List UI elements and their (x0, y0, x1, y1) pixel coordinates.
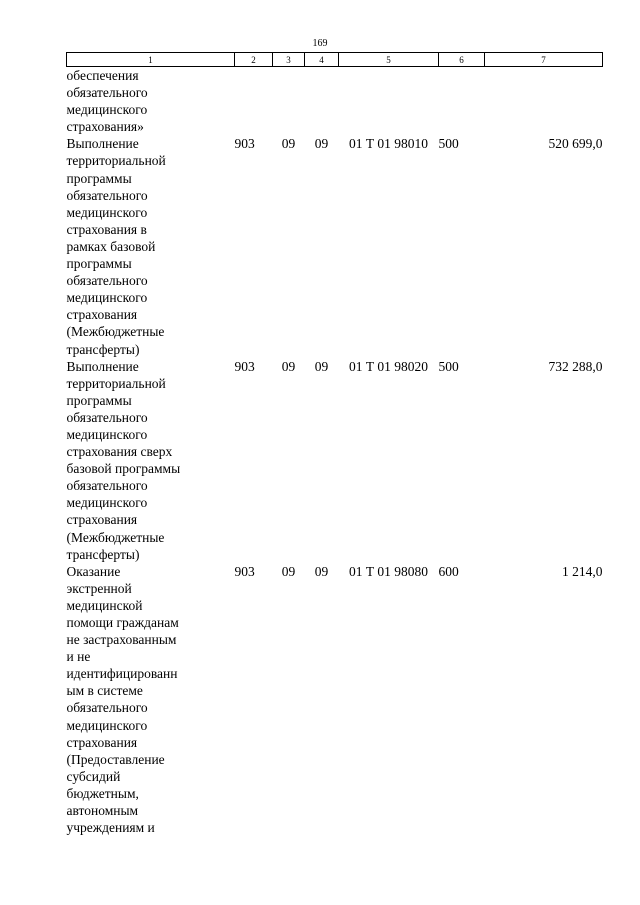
column-header-5: 5 (339, 53, 439, 67)
section-code: 09 (281, 358, 296, 374)
expense-name-line: территориальной (66, 153, 166, 169)
expense-name-line: не застрахованным (66, 632, 177, 648)
expense-name-line: обязательного (66, 187, 148, 203)
expense-type-code: 500 (438, 358, 459, 374)
subsection-code: 09 (314, 563, 329, 579)
column-header-4: 4 (305, 53, 339, 67)
expense-name-line: (Межбюджетные (66, 324, 165, 340)
expense-name-line: медицинского (66, 717, 148, 733)
expense-name-line: территориальной (66, 375, 166, 391)
expense-name (67, 67, 235, 136)
amount: 732 288,0 (548, 358, 603, 374)
expense-name (67, 358, 235, 563)
amount (485, 67, 603, 136)
section-code: 09 (281, 563, 296, 579)
target-article-code: 01 Т 01 98020 (348, 358, 429, 374)
expense-name-line: идентифицированн (66, 666, 178, 682)
section-code: 09 (281, 136, 296, 152)
ministry-code: 903 (234, 358, 255, 374)
expense-name-line: медицинского (66, 426, 148, 442)
expense-name-line: обязательного (66, 478, 148, 494)
ministry-code: 903 (234, 136, 255, 152)
expense-name-line: Выполнение (66, 358, 139, 374)
subsection-code: 09 (314, 136, 329, 152)
expense-name-line: (Предоставление (66, 751, 165, 767)
expense-name-line: и не (66, 649, 91, 665)
expense-name-line: обеспечения (66, 68, 139, 83)
column-number-header (67, 53, 603, 67)
expense-name-line: субсидий (66, 768, 121, 784)
column-header-2: 2 (235, 53, 273, 67)
expense-name-line: обязательного (66, 700, 148, 716)
expense-name-line: страхования в (66, 221, 147, 237)
expense-name-line: трансферты) (66, 546, 140, 562)
table-row (67, 135, 603, 357)
column-header-3: 3 (273, 53, 305, 67)
expense-type-code: 500 (438, 136, 459, 152)
amount: 1 214,0 (562, 563, 603, 579)
table-row (67, 563, 603, 837)
expense-name-line: медицинского (66, 495, 148, 511)
expense-name-line: (Межбюджетные (66, 529, 165, 545)
expense-name-line: ым в системе (66, 683, 143, 699)
expense-name (67, 563, 235, 837)
column-header-7: 7 (485, 53, 603, 67)
expense-name-line: Выполнение (66, 136, 139, 152)
expense-name-line: трансферты) (66, 341, 140, 357)
expense-name-line: бюджетным, (66, 785, 139, 801)
expense-name (67, 135, 235, 357)
expense-name-line: медицинского (66, 290, 148, 306)
expense-name-line: страхования сверх (66, 444, 173, 460)
expense-name-line: программы (66, 256, 132, 272)
expense-type-code: 600 (438, 563, 459, 579)
expense-name-line: программы (66, 392, 132, 408)
expense-name-line: программы (66, 170, 132, 186)
expense-name-line: обязательного (66, 85, 148, 101)
ministry-code (235, 67, 273, 136)
expense-name-line: Оказание (66, 563, 121, 579)
expense-name-line: страхования (66, 734, 138, 750)
expense-name-line: обязательного (66, 409, 148, 425)
target-article-code: 01 Т 01 98010 (348, 136, 429, 152)
target-article-code: 01 Т 01 98080 (348, 563, 429, 579)
expense-name-line: страхования» (66, 119, 144, 135)
subsection-code (305, 67, 339, 136)
table-row (67, 67, 603, 136)
subsection-code: 09 (314, 358, 329, 374)
expense-name-line: экстренной (66, 580, 132, 596)
expense-type-code (439, 67, 485, 136)
expense-name-line: рамках базовой (66, 238, 156, 254)
expense-name-line: медицинского (66, 102, 148, 118)
budget-table (66, 52, 603, 836)
expense-name-line: автономным (66, 803, 139, 819)
target-article-code (339, 67, 439, 136)
page-number: 169 (312, 38, 328, 49)
amount: 520 699,0 (548, 136, 603, 152)
expense-name-line: медицинского (66, 204, 148, 220)
expense-name-line: страхования (66, 307, 138, 323)
expense-name-line: страхования (66, 512, 138, 528)
column-header-6: 6 (439, 53, 485, 67)
expense-name-line: базовой программы (66, 461, 181, 477)
ministry-code: 903 (234, 563, 255, 579)
expense-name-line: обязательного (66, 273, 148, 289)
table-row (67, 358, 603, 563)
expense-name-line: медицинской (66, 597, 143, 613)
column-header-1: 1 (67, 53, 235, 67)
expense-name-line: учреждениям и (66, 820, 155, 836)
expense-name-line: помощи гражданам (66, 615, 179, 630)
section-code (273, 67, 305, 136)
